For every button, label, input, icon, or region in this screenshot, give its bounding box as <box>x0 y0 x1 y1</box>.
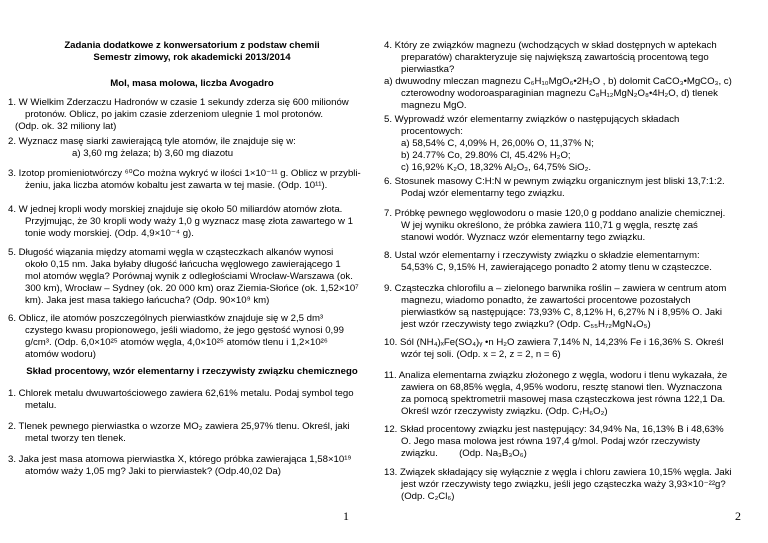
page-title: Zadania dodatkowe z konwersatorium z podstaw chemii Semestr zimowy, rok akademicki 2013/2014 <box>64 40 320 63</box>
section-heading-mol: Mol, masa molowa, liczba Avogadro <box>110 78 274 89</box>
task-r11: 11. Analiza elementarna związku złożonego z węgla, wodoru i tlenu wykazała, że zawiera on 68,85% węgla, 4,95% wodoru, resztę stanowi tlen. Wyznaczona za pomocą spektrometrii masowej masa cząsteczkowa jest równa 122,1 Da. Określ wzór rzeczywisty związku. (Odp. C₇H₆O₂) <box>384 370 728 417</box>
task-4: 4. W jednej kropli wody morskiej znajduje się około 50 miliardów atomów złota. Przyjmując, że 30 kropli wody waży 1,0 g wyznacz masę złota zawartego w 1 tonie wody morskiej. (Odp. 4,9×10⁻⁴ g). <box>8 204 353 239</box>
page-number-right: 2 <box>735 509 741 523</box>
section-heading-composition: Skład procentowy, wzór elementarny i rzeczywisty związku chemicznego <box>26 366 358 377</box>
s2-task-2: 2. Tlenek pewnego pierwiastka o wzorze MO₂ zawiera 25,97% tlenu. Określ, jaki metal tworzy ten tlenek. <box>8 421 350 444</box>
task-r9: 9. Cząsteczka chlorofilu a – zielonego barwnika roślin – zawiera w centrum atom magnezu, wiadomo ponadto, że zawartości procentowe pozostałych pierwiastków są następujące: 73,93% C, 8,12% H, 6,27% N i 8,95% O. Jaki jest wzór rzeczywisty tego związku? (Odp. C₅₅H₇₂MgN₄O₅) <box>384 283 727 330</box>
task-r4: 4. Który ze związków magnezu (wchodzących w skład dostępnych w aptekach preparatów) charakteryzuje się największą zawartością procentową tego pierwiastka? a) dwuwodny mleczan magnezu C₆H₁₀MgO₆•2H₂O , b) dolomit CaCO₃•MgCO₃, c) czterowodny wodoroasparaginian magnezu C₈H₁₂MgN₂O₈•4H₂O, d) tlenek magnezu MgO. <box>384 40 732 111</box>
task-1: 1. W Wielkim Zderzaczu Hadronów w czasie 1 sekundy zderza się 600 milionów protonów. Oblicz, po jakim czasie zderzeniom ulegnie 1 mol protonów. (Odp. ok. 32 miliony lat) <box>8 97 349 132</box>
task-r12: 12. Skład procentowy związku jest następujący: 34,94% Na, 16,13% B i 48,63% O. Jego masa molowa jest równa 197,4 g/mol. Podaj wzór rzeczywisty związku. (Odp. Na₃B₃O₆) <box>384 424 724 459</box>
task-r7: 7. Próbkę pewnego węglowodoru o masie 120,0 g poddano analizie chemicznej. W jej wyniku określono, że próbka zawiera 110,71 g węgla, resztę zaś stanowi wodór. Wyznacz wzór elementarny tego związku. <box>384 208 726 243</box>
s2-task-1: 1. Chlorek metalu dwuwartościowego zawiera 62,61% metalu. Podaj symbol tego metalu. <box>8 388 354 411</box>
task-3: 3. Izotop promieniotwórczy ⁶⁰Co można wykryć w ilości 1×10⁻¹¹ g. Oblicz w przybli- żeniu, jaka liczba atomów kobaltu jest zawarta w tej masie. (Odp. 10¹¹). <box>8 168 361 191</box>
task-r10: 10. Sól (NH₄)ₓFe(SO₄)ᵧ •n H₂O zawiera 7,14% N, 14,23% Fe i 16,36% S. Określ wzór tej soli. (Odp. x = 2, z = 2, n = 6) <box>384 337 724 360</box>
task-r5: 5. Wyprowadź wzór elementarny związków o następujących składach procentowych: a) 58,54% C, 4,09% H, 26,00% O, 11,37% N; b) 24.77% Co, 29.80% Cl, 45.42% H₂O; c) 16,92% K₂O, 18,32% Al₂O₃, 64,75% SiO₂. <box>384 114 680 173</box>
task-5: 5. Długość wiązania między atomami węgla w cząsteczkach alkanów wynosi około 0,15 nm. Jaka byłaby długość łańcucha węglowego zawierającego 1 mol atomów węgla? Porównaj wynik z odległościami Wrocław-Warszawa (ok. 300 km), Wrocław – Sydney (ok. 20 000 km) oraz Ziemia-Słońce (ok. 1,52×10⁷ km). Jaka jest masa takiego łańcucha? (Odp. 90×10⁹ km) <box>8 247 359 306</box>
task-6: 6. Oblicz, ile atomów poszczególnych pierwiastków znajduje się w 2,5 dm³ czystego kwasu propionowego, jeśli wiadomo, że jego gęstość wynosi 0,99 g/cm³. (Odp. 6,0×10²⁵ atomów węgla, 4,0×10²⁵ atomów tlenu i 1,2×10²⁶ atomów wodoru) <box>8 313 344 360</box>
task-r6: 6. Stosunek masowy C:H:N w pewnym związku organicznym jest bliski 13,7:1:2. Podaj wzór elementarny tego związku. <box>384 176 725 199</box>
task-r13: 13. Związek składający się wyłącznie z węgla i chloru zawiera 10,15% węgla. Jaki jest wzór rzeczywisty tego związku, jeśli jego cząsteczka waży 3,93×10⁻²²g? (Odp. C₂Cl₆) <box>384 467 732 502</box>
task-r8: 8. Ustal wzór elementarny i rzeczywisty związku o składzie elementarnym: 54,53% C, 9,15% H, zawierającego ponadto 2 atomy tlenu w cząsteczce. <box>384 250 712 273</box>
task-2: 2. Wyznacz masę siarki zawierającą tyle atomów, ile znajduje się w: a) 3,60 mg żelaza; b) 3,60 mg diazotu <box>8 136 296 159</box>
s2-task-3: 3. Jaka jest masa atomowa pierwiastka X, którego próbka zawierająca 1,58×10¹⁹ atomów waży 1,05 mg? Jaki to pierwiastek? (Odp.40,02 Da) <box>8 454 352 477</box>
page-number-left: 1 <box>343 509 349 523</box>
